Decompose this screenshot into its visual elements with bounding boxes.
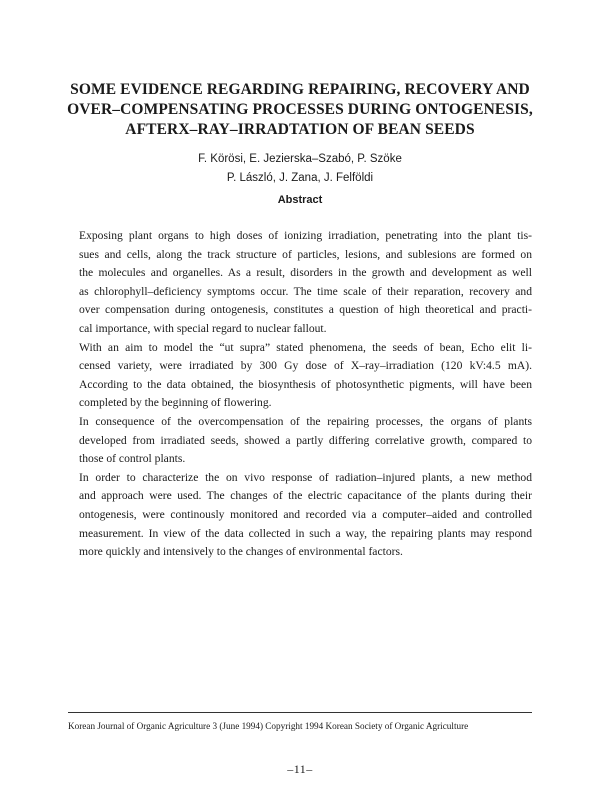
author-line: F. Körösi, E. Jezierska–Szabó, P. Szöke (198, 153, 402, 165)
text-line: According to the data obtained, the biosynthesis of photosynthetic pigments, will have been (79, 377, 532, 391)
text-line: completed by the beginning of flowering. (79, 396, 272, 410)
text-line: In consequence of the overcompensation of the repairing processes, the organs of plants (79, 414, 532, 428)
footnote-divider (68, 712, 532, 713)
journal-footnote: Korean Journal of Organic Agriculture 3 (June 1994) Copyright 1994 Korean Society of Organic Agriculture (68, 721, 469, 731)
abstract-paragraph (68, 227, 532, 339)
text-line: cal importance, with special regard to nuclear fallout. (79, 321, 327, 335)
abstract-paragraph (68, 413, 532, 469)
text-line: those of control plants. (79, 452, 186, 466)
text-line: With an aim to model the “ut supra” stated phenomena, the seeds of bean, Echo elit li- (79, 340, 532, 354)
text-line: developed from irradiated seeds, showed a partly differing correlative growth, compared to (79, 433, 532, 447)
title-line: SOME EVIDENCE REGARDING REPAIRING, RECOVERY AND (70, 81, 530, 98)
author-list (100, 150, 500, 188)
paper-title (40, 80, 560, 140)
text-line: as chlorophyll–deficiency symptoms occur. The time scale of their reparation, recovery and (79, 284, 532, 298)
text-line: Exposing plant organs to high doses of ionizing irradiation, penetrating into the plant tis- (79, 229, 532, 242)
abstract-paragraph (68, 469, 532, 562)
title-line: OVER–COMPENSATING PROCESSES DURING ONTOGENESIS, (67, 101, 533, 118)
text-line: measurement. In view of the data collected in such a way, the repairing plants may respond (79, 526, 532, 540)
abstract-paragraph (68, 339, 532, 413)
text-line: the molecules and organelles. As a result, disorders in the growth and development as well (79, 266, 532, 280)
text-line: more quickly and intensively to the changes of environmental factors. (79, 545, 403, 559)
author-line: P. László, J. Zana, J. Felföldi (226, 172, 374, 184)
text-line: sues and cells, along the track structure of particles, lesions, and sublesions are formed on (79, 247, 532, 261)
page-number: –11– (287, 762, 313, 776)
abstract-heading: Abstract (277, 194, 323, 206)
abstract-body (68, 227, 532, 562)
text-line: In order to characterize the on vivo response of radiation–injured plants, a new method (79, 470, 532, 484)
text-line: ontogenesis, were continously monitored and recorded via a computer–aided and controlled (79, 507, 532, 521)
title-line: AFTERX–RAY–IRRADTATION OF BEAN SEEDS (125, 121, 475, 138)
text-line: censed variety, were irradiated by 300 Gy dose of X–ray–irradiation (120 kV:4.5 mA). (79, 359, 532, 373)
text-line: over compensation during ontogenesis, constitutes a question of high theoretical and practi- (79, 303, 532, 317)
text-line: and approach were used. The changes of the electric capacitance of the plants during their (79, 489, 532, 503)
